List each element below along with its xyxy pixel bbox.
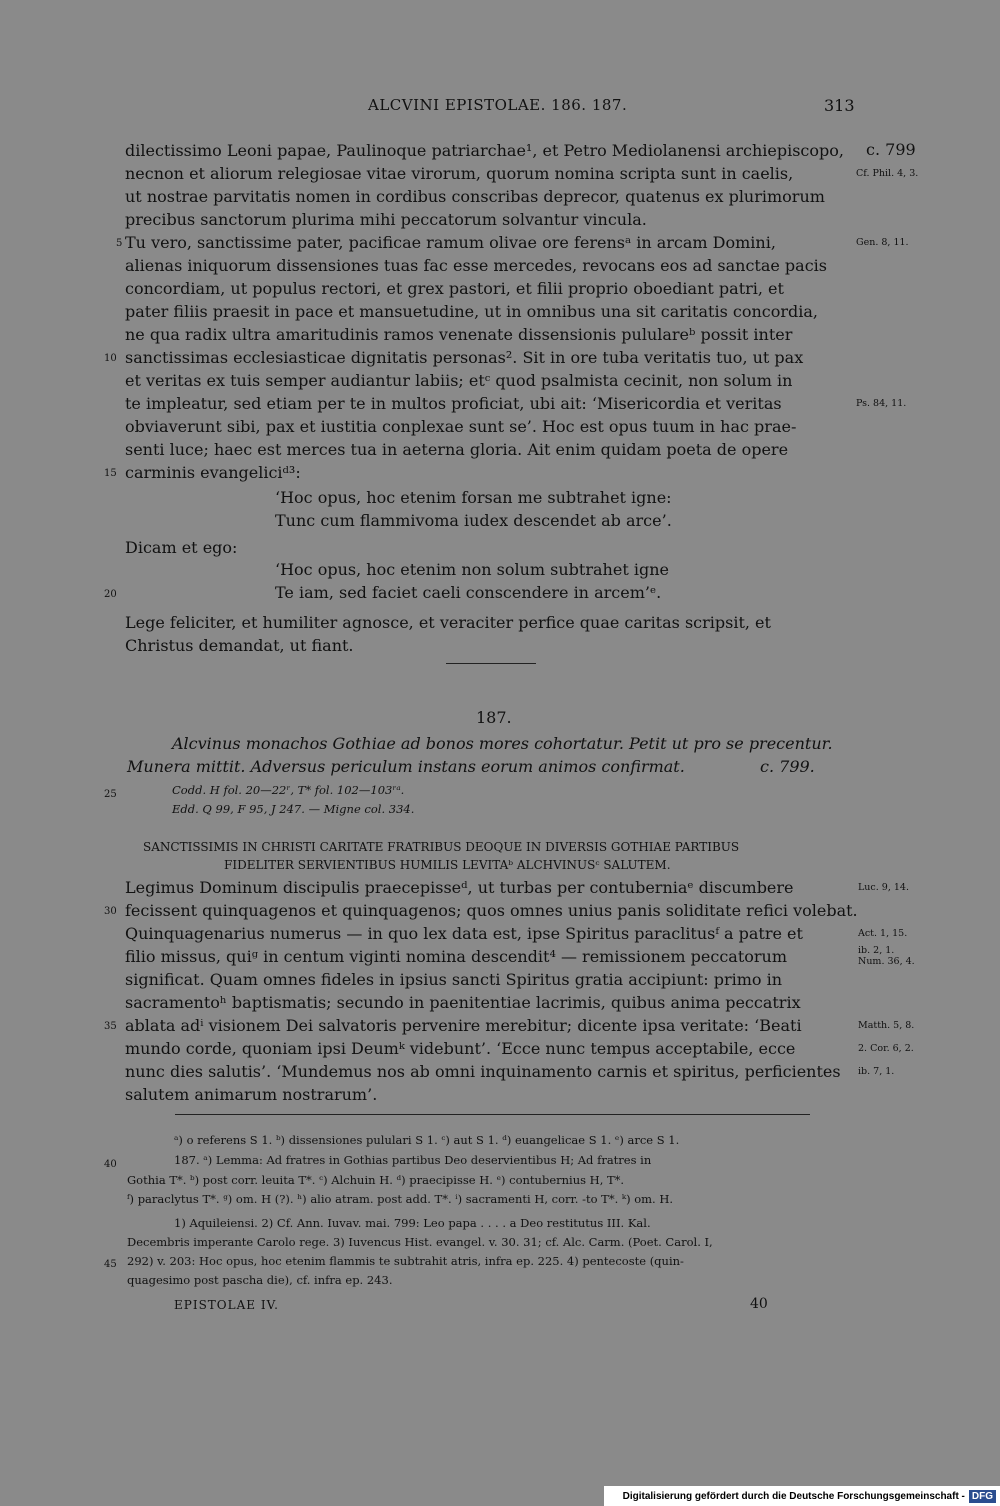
text-line: senti luce; haec est merces tua in aeterna gloria. Ait enim quidam poeta de opere <box>125 440 789 459</box>
text-line: pater filiis praesit in pace et mansuetudine, ut in omnibus una sit caritatis concordia, <box>125 302 818 321</box>
line-number: 10 <box>104 353 117 364</box>
text-line: sacramentoʰ baptismatis; secundo in paenitentiae lacrimis, quibus anima peccatrix <box>125 993 801 1012</box>
margin-reference: Luc. 9, 14. <box>858 882 909 893</box>
text-line: ut nostrae parvitatis nomen in cordibus conscribas deprecor, quatenus ex plurimorum <box>125 187 825 206</box>
margin-reference: Ps. 84, 11. <box>856 398 907 409</box>
footnote-line: ᵃ) o referens S 1. ᵇ) dissensiones pululari S 1. ᶜ) aut S 1. ᵈ) euangelicae S 1. ᵉ) arce S 1. <box>174 1133 680 1147</box>
running-title: ALCVINI EPISTOLAE. 186. 187. <box>368 96 628 114</box>
text-line: Legimus Dominum discipulis praecepisseᵈ, ut turbas per contuberniaᵉ discumbere <box>125 878 794 897</box>
text-line: sanctissimas ecclesiasticae dignitatis personas². Sit in ore tuba veritatis tuo, ut pax <box>125 348 804 367</box>
text-line: Christus demandat, ut fiant. <box>125 636 354 655</box>
text-line: mundo corde, quoniam ipsi Deumᵏ videbunt’. ‘Ecce nunc tempus acceptabile, ecce <box>125 1039 796 1058</box>
verse-line: Te iam, sed faciet caeli conscendere in arcem’ᵉ. <box>275 583 662 602</box>
footer-label: EPISTOLAE IV. <box>174 1298 279 1312</box>
line-number: 40 <box>104 1159 117 1170</box>
line-number: 5 <box>116 238 123 249</box>
text-line: precibus sanctorum plurima mihi peccatorum solvantur vincula. <box>125 210 647 229</box>
text-line: Dicam et ego: <box>125 538 238 557</box>
text-line: significat. Quam omnes fideles in ipsius sancti Spiritus gratia accipiunt: primo in <box>125 970 783 989</box>
verse-line: Tunc cum flammivoma iudex descendet ab arce’. <box>275 511 672 530</box>
footnote-line: quagesimo post pascha die), cf. infra ep. 243. <box>127 1273 393 1287</box>
text-line: te impleatur, sed etiam per te in multos proficiat, ubi ait: ‘Misericordia et veritas <box>125 394 782 413</box>
text-line: concordiam, ut populus rectori, et grex pastori, et filii proprio oboediant patri, et <box>125 279 784 298</box>
text-line: ablata adⁱ visionem Dei salvatoris pervenire merebitur; dicente ipsa veritate: ‘Beati <box>125 1016 802 1035</box>
signature-mark: 40 <box>750 1296 768 1312</box>
margin-reference: Num. 36, 4. <box>858 956 915 967</box>
footnote-line: Decembris imperante Carolo rege. 3) Iuvencus Hist. evangel. v. 30. 31; cf. Alc. Carm. (Poet. Carol. I, <box>127 1235 713 1249</box>
text-line: et veritas ex tuis semper audiantur labiis; etᶜ quod psalmista cecinit, non solum in <box>125 371 793 390</box>
footnote-line: 1) Aquileiensi. 2) Cf. Ann. Iuvav. mai. 799: Leo papa . . . . a Deo restitutus III. Kal. <box>174 1216 651 1230</box>
page-number: 313 <box>824 96 855 115</box>
summary-date: c. 799. <box>760 757 815 776</box>
letter-summary: Alcvinus monachos Gothiae ad bonos mores cohortatur. Petit ut pro se precentur. <box>172 734 833 753</box>
line-number: 20 <box>104 589 117 600</box>
text-line: ne qua radix ultra amaritudinis ramos venenate dissensionis pululareᵇ possit inter <box>125 325 793 344</box>
manuscripts-line: Codd. H fol. 20—22ʳ, T* fol. 102—103ʳᵃ. <box>172 783 405 797</box>
text-line: Tu vero, sanctissime pater, pacificae ramum olivae ore ferensᵃ in arcam Domini, <box>125 233 776 252</box>
dfg-logo-icon: DFG <box>969 1490 996 1503</box>
margin-reference: ib. 2, 1. <box>858 945 895 956</box>
footnote-line: 187. ᵃ) Lemma: Ad fratres in Gothias partibus Deo deservientibus H; Ad fratres in <box>174 1153 652 1167</box>
text-line: necnon et aliorum relegiosae vitae virorum, quorum nomina scripta sunt in caelis, <box>125 164 794 183</box>
text-line: salutem animarum nostrarum’. <box>125 1085 378 1104</box>
verse-line: ‘Hoc opus, hoc etenim non solum subtrahet igne <box>275 560 669 579</box>
line-number: 45 <box>104 1259 117 1270</box>
verse-line: ‘Hoc opus, hoc etenim forsan me subtrahet igne: <box>275 488 672 507</box>
text-line: Lege feliciter, et humiliter agnosce, et veraciter perfice quae caritas scripsit, et <box>125 613 771 632</box>
text-line: dilectissimo Leoni papae, Paulinoque patriarchae¹, et Petro Mediolanensi archiepiscopo, <box>125 141 844 160</box>
dfg-text: Digitalisierung gefördert durch die Deutsche Forschungsgemeinschaft - <box>622 1490 965 1502</box>
margin-reference: Gen. 8, 11. <box>856 237 909 248</box>
text-line: Quinquagenarius numerus — in quo lex data est, ipse Spiritus paraclitusᶠ a patre et <box>125 924 803 943</box>
salutation: FIDELITER SERVIENTIBUS HUMILIS LEVITAᵇ ALCHVINUSᶜ SALUTEM. <box>224 858 671 872</box>
line-number: 15 <box>104 468 117 479</box>
salutation: SANCTISSIMIS IN CHRISTI CARITATE FRATRIBUS DEOQUE IN DIVERSIS GOTHIAE PARTIBUS <box>143 840 740 854</box>
margin-reference: 2. Cor. 6, 2. <box>858 1043 914 1054</box>
letter-summary: Munera mittit. Adversus periculum instans eorum animos confirmat. <box>127 757 685 776</box>
margin-date: c. 799 <box>866 140 916 159</box>
footnote-line: 292) v. 203: Hoc opus, hoc etenim flammis te subtrahit atris, infra ep. 225. 4) pentecoste (quin- <box>127 1254 684 1268</box>
text-line: carminis evangeliciᵈ³: <box>125 463 301 482</box>
text-line: filio missus, quiᵍ in centum viginti nomina descendit⁴ — remissionem peccatorum <box>125 947 788 966</box>
line-number: 30 <box>104 906 117 917</box>
line-number: 35 <box>104 1021 117 1032</box>
editions-line: Edd. Q 99, F 95, J 247. — Migne col. 334. <box>172 802 415 816</box>
margin-reference: Act. 1, 15. <box>858 928 908 939</box>
text-line: nunc dies salutis’. ‘Mundemus nos ab omni inquinamento carnis et spiritus, perficientes <box>125 1062 841 1081</box>
margin-reference: ib. 7, 1. <box>858 1066 895 1077</box>
text-line: alienas iniquorum dissensiones tuas fac esse mercedes, revocans eos ad sanctae pacis <box>125 256 827 275</box>
line-number: 25 <box>104 789 117 800</box>
footnote-line: ᶠ) paraclytus T*. ᵍ) om. H (?). ʰ) alio atram. post add. T*. ⁱ) sacramenti H, corr. -to T*. ᵏ) om. H. <box>127 1192 674 1206</box>
text-line: obviaverunt sibi, pax et iustitia conplexae sunt se’. Hoc est opus tuum in hac prae- <box>125 417 797 436</box>
margin-reference: Cf. Phil. 4, 3. <box>856 168 919 179</box>
text-line: fecissent quinquagenos et quinquagenos; quos omnes unius panis soliditate refici volebat. <box>125 901 858 920</box>
dfg-banner <box>604 1486 1000 1506</box>
letter-number: 187. <box>476 708 512 727</box>
footnote-line: Gothia T*. ᵇ) post corr. leuita T*. ᶜ) Alchuin H. ᵈ) praecipisse H. ᵉ) contubernius H, T*. <box>127 1173 625 1187</box>
margin-reference: Matth. 5, 8. <box>858 1020 915 1031</box>
section-divider <box>446 663 536 664</box>
footnote-divider <box>175 1114 810 1115</box>
